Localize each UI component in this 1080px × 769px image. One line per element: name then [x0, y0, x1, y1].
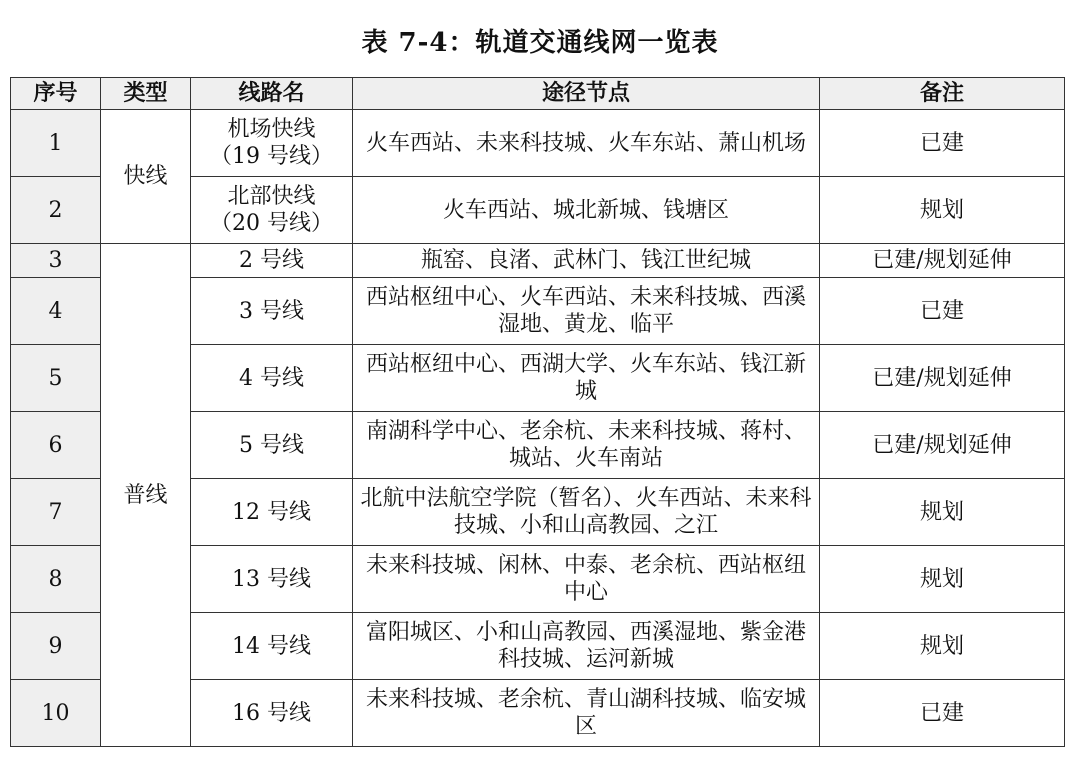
row-number: 1 — [11, 110, 101, 177]
line-name — [191, 110, 353, 177]
line-name: 13 号线 — [191, 546, 353, 613]
route-nodes: 火车西站、未来科技城、火车东站、萧山机场 — [353, 110, 820, 177]
line-name: 5 号线 — [191, 412, 353, 479]
row-number: 4 — [11, 278, 101, 345]
rail-network-table — [10, 77, 1065, 747]
note: 已建/规划延伸 — [820, 345, 1065, 412]
note: 已建 — [820, 110, 1065, 177]
note: 已建 — [820, 278, 1065, 345]
table-title: 表 7-4：轨道交通线网一览表 — [361, 28, 719, 58]
line-name: 3 号线 — [191, 278, 353, 345]
row-number: 10 — [11, 680, 101, 747]
header-no: 序号 — [11, 78, 101, 110]
route-nodes: 未来科技城、老余杭、青山湖科技城、临安城区 — [353, 680, 820, 747]
header-type: 类型 — [101, 78, 191, 110]
note: 规划 — [820, 613, 1065, 680]
note: 规划 — [820, 177, 1065, 244]
header-note: 备注 — [820, 78, 1065, 110]
route-nodes: 西站枢纽中心、西湖大学、火车东站、钱江新城 — [353, 345, 820, 412]
note: 规划 — [820, 546, 1065, 613]
table-row — [11, 110, 1065, 177]
line-name-text: 北部快线 （20 号线） — [210, 184, 333, 236]
line-name: 14 号线 — [191, 613, 353, 680]
row-number: 6 — [11, 412, 101, 479]
row-number: 9 — [11, 613, 101, 680]
line-name: 2 号线 — [191, 244, 353, 278]
route-nodes: 火车西站、城北新城、钱塘区 — [353, 177, 820, 244]
line-name: 4 号线 — [191, 345, 353, 412]
line-name: 12 号线 — [191, 479, 353, 546]
row-number: 3 — [11, 244, 101, 278]
note: 已建 — [820, 680, 1065, 747]
row-number: 7 — [11, 479, 101, 546]
route-nodes: 瓶窑、良渚、武林门、钱江世纪城 — [353, 244, 820, 278]
row-number: 5 — [11, 345, 101, 412]
line-name — [191, 177, 353, 244]
row-number: 2 — [11, 177, 101, 244]
route-nodes: 富阳城区、小和山高教园、西溪湿地、紫金港科技城、运河新城 — [353, 613, 820, 680]
route-nodes: 西站枢纽中心、火车西站、未来科技城、西溪湿地、黄龙、临平 — [353, 278, 820, 345]
note: 已建/规划延伸 — [820, 244, 1065, 278]
note: 已建/规划延伸 — [820, 412, 1065, 479]
route-nodes: 未来科技城、闲林、中泰、老余杭、西站枢纽中心 — [353, 546, 820, 613]
type-cell-express: 快线 — [101, 110, 191, 244]
route-nodes: 南湖科学中心、老余杭、未来科技城、蒋村、城站、火车南站 — [353, 412, 820, 479]
table-row — [11, 244, 1065, 278]
note: 规划 — [820, 479, 1065, 546]
header-line: 线路名 — [191, 78, 353, 110]
line-name-text: 机场快线 （19 号线） — [210, 117, 333, 169]
type-cell-regular: 普线 — [101, 244, 191, 747]
header-nodes: 途径节点 — [353, 78, 820, 110]
row-number: 8 — [11, 546, 101, 613]
line-name: 16 号线 — [191, 680, 353, 747]
table-header-row — [11, 78, 1065, 110]
route-nodes: 北航中法航空学院（暂名）、火车西站、未来科技城、小和山高教园、之江 — [353, 479, 820, 546]
